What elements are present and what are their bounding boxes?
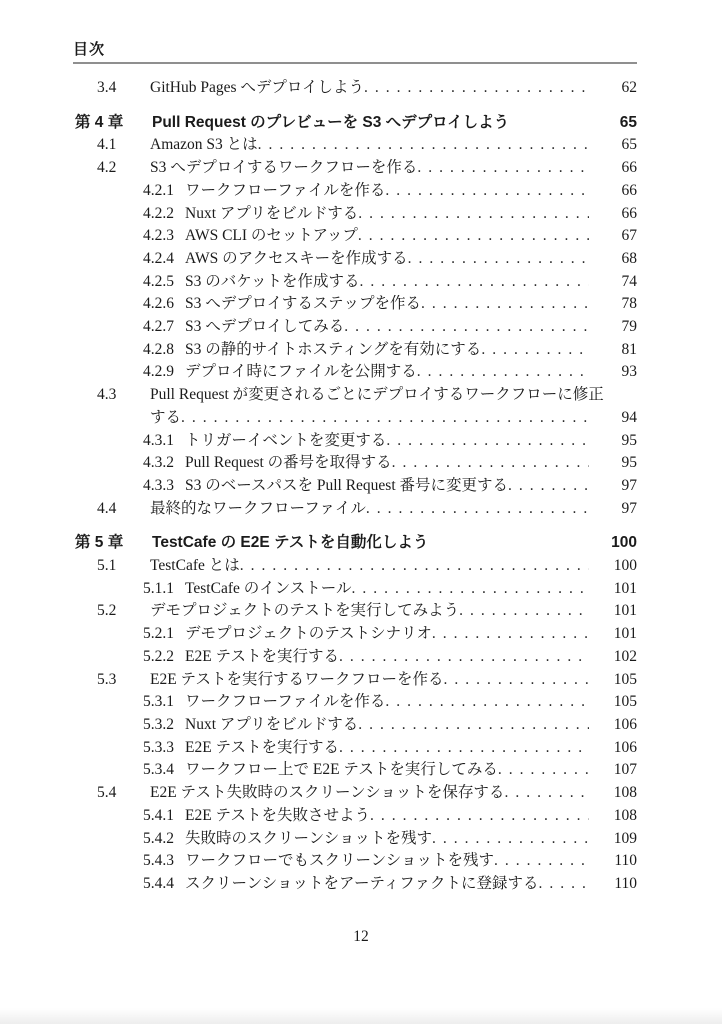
toc-dot-leader [498, 759, 589, 782]
toc-entry-page: 78 [621, 295, 637, 313]
toc-row [75, 407, 637, 430]
toc-row [75, 452, 637, 475]
toc-entry-page: 110 [614, 852, 637, 870]
toc-entry-title: 失敗時のスクリーンショットを残す [185, 829, 432, 847]
toc-dot-leader [339, 646, 589, 669]
toc-entry-title: Pull Request の番号を取得する [185, 454, 392, 472]
toc-row [75, 112, 637, 135]
toc-entry-number: 5.4.3 [143, 852, 174, 870]
toc-entry-number: 4.2.7 [143, 318, 174, 336]
toc-entry-page: 97 [621, 476, 637, 494]
toc-entry-page: 62 [621, 79, 637, 96]
toc-entry-page: 66 [621, 181, 637, 199]
toc-dot-leader [359, 271, 589, 294]
toc-entry-page: 106 [613, 738, 637, 756]
toc-entry-title: S3 の静的サイトホスティングを有効にする [185, 340, 482, 358]
toc-entry-number: 4.2.1 [143, 181, 174, 199]
toc-entry-title: E2E テストを実行する [185, 738, 339, 756]
toc-row [75, 248, 637, 271]
toc-entry-title: デモプロジェクトのテストを実行してみよう [150, 602, 460, 620]
toc-row [75, 225, 637, 248]
toc-entry-title: S3 へデプロイしてみる [185, 318, 345, 336]
toc-dot-leader [504, 782, 589, 805]
toc-entry-title: ワークフローでもスクリーンショットを残す [185, 852, 494, 870]
toc-entry-number: 4.3 [97, 386, 117, 404]
toc-dot-leader [240, 555, 589, 578]
toc-entry-number: 4.2.3 [143, 227, 174, 245]
toc-entry-number: 4.2 [97, 159, 117, 177]
page-bottom-shadow [0, 1008, 722, 1024]
toc-entry-number: 4.3.1 [143, 431, 174, 449]
toc-row [75, 384, 637, 407]
toc-dot-leader [358, 203, 589, 226]
toc-entry-page: 108 [613, 806, 637, 824]
toc-entry-title: TestCafe のインストール [185, 579, 352, 597]
toc-entry-title: Nuxt アプリをビルドする [185, 204, 359, 222]
toc-entry-number: 第 4 章 [75, 113, 124, 131]
toc-dot-leader [481, 339, 589, 362]
toc-entry-page: 101 [613, 579, 637, 597]
toc-row [75, 498, 637, 521]
toc-row [75, 203, 637, 226]
toc-entry-title: ワークフロー上で E2E テストを実行してみる [185, 761, 498, 779]
toc-entry-number: 5.3.4 [143, 761, 174, 779]
toc-entry-title: E2E テスト失敗時のスクリーンショットを保存する [150, 784, 505, 802]
toc-entry-page: 65 [621, 136, 637, 154]
toc-entry-page: 100 [613, 557, 637, 575]
toc-entry-page: 97 [621, 499, 637, 517]
toc-entry-number: 5.2.2 [143, 647, 174, 665]
toc-entry-title: TestCafe の E2E テストを自動化しよう [152, 534, 429, 552]
toc-entry-title: Pull Request が変更されるごとにデプロイするワークフローに修正 [150, 386, 604, 404]
toc-row [75, 430, 637, 453]
toc-entry-title: デモプロジェクトのテストシナリオ [185, 625, 432, 643]
toc-entry-title: S3 のバケットを作成する [185, 272, 360, 290]
toc-entry-number: 3.4 [97, 79, 117, 96]
page-title: 目次 [73, 41, 106, 58]
toc-row [75, 316, 637, 339]
toc-row [75, 782, 637, 805]
toc-entry-page: 93 [621, 363, 637, 381]
toc-entry-number: 4.4 [97, 499, 117, 517]
toc-row [75, 714, 637, 737]
toc-entry-title: ワークフローファイルを作る [185, 693, 386, 711]
toc-dot-leader [351, 578, 589, 601]
toc-entry-title: GitHub Pages へデプロイしよう [150, 79, 364, 96]
toc-entry-number: 5.4.1 [143, 806, 174, 824]
toc-entry-title: TestCafe とは [150, 557, 240, 575]
toc-entry-page: 66 [621, 159, 637, 177]
toc-entry-title: S3 のベースパスを Pull Request 番号に変更する [185, 476, 509, 494]
toc-row [75, 180, 637, 203]
toc-dot-leader [358, 714, 589, 737]
toc-entry-page: 105 [613, 693, 637, 711]
toc-entry-page: 66 [621, 204, 637, 222]
toc-list [75, 77, 637, 896]
toc-dot-leader [358, 225, 589, 248]
toc-entry-number: 5.3.3 [143, 738, 174, 756]
toc-dot-leader [417, 361, 589, 384]
toc-entry-page: 94 [621, 408, 637, 426]
toc-row [75, 850, 637, 873]
toc-entry-page: 74 [621, 272, 637, 290]
toc-entry-number: 4.3.3 [143, 476, 174, 494]
toc-entry-number: 第 5 章 [75, 534, 124, 552]
toc-row [75, 600, 637, 623]
toc-entry-title: デプロイ時にファイルを公開する [185, 363, 417, 381]
toc-entry-number: 5.4 [97, 784, 117, 802]
toc-dot-leader [339, 737, 589, 760]
toc-entry-number: 4.2.4 [143, 249, 174, 267]
toc-dot-leader [432, 623, 589, 646]
toc-entry-page: 109 [613, 829, 637, 847]
toc-entry-number: 4.2.2 [143, 204, 174, 222]
toc-entry-title: する [150, 408, 182, 426]
toc-row [75, 623, 637, 646]
toc-dot-leader [459, 600, 589, 623]
toc-dot-leader [386, 430, 589, 453]
toc-entry-page: 102 [613, 647, 637, 665]
toc-entry-title: Nuxt アプリをビルドする [185, 715, 359, 733]
toc-entry-title: S3 へデプロイするステップを作る [185, 295, 422, 313]
toc-dot-leader [364, 77, 589, 100]
toc-dot-leader [408, 248, 589, 271]
toc-entry-number: 4.1 [97, 136, 117, 154]
toc-row [75, 555, 637, 578]
toc-entry-number: 5.4.2 [143, 829, 174, 847]
toc-entry-page: 107 [613, 761, 637, 779]
toc-dot-leader [392, 452, 589, 475]
toc-row [75, 361, 637, 384]
toc-entry-title: トリガーイベントを変更する [185, 431, 387, 449]
toc-dot-leader [181, 407, 589, 430]
folio-page-number [0, 928, 722, 946]
toc-entry-page: 100 [611, 534, 637, 552]
toc-dot-leader [538, 873, 589, 896]
toc-entry-number: 5.2 [97, 602, 117, 620]
toc-entry-number: 4.2.6 [143, 295, 174, 313]
toc-entry-title: AWS のアクセスキーを作成する [185, 249, 408, 267]
toc-entry-page: 105 [613, 670, 637, 688]
toc-entry-title: Pull Request のプレビューを S3 へデプロイしよう [152, 113, 510, 131]
toc-entry-page: 67 [621, 227, 637, 245]
toc-row [75, 669, 637, 692]
toc-entry-number: 5.4.4 [143, 874, 174, 892]
toc-row [75, 134, 637, 157]
toc-entry-title: ワークフローファイルを作る [185, 181, 386, 199]
toc-dot-leader [385, 691, 589, 714]
toc-row [75, 578, 637, 601]
toc-row [75, 475, 637, 498]
toc-row [75, 77, 637, 100]
toc-entry-page: 68 [621, 249, 637, 267]
toc-entry-number: 4.2.9 [143, 363, 174, 381]
toc-entry-title: Amazon S3 とは [150, 136, 258, 154]
toc-row [75, 873, 637, 896]
toc-dot-leader [508, 475, 589, 498]
toc-entry-title: E2E テストを実行する [185, 647, 339, 665]
toc-entry-number: 4.2.5 [143, 272, 174, 290]
toc-dot-leader [421, 293, 589, 316]
toc-dot-leader [258, 134, 589, 157]
toc-entry-page: 95 [621, 431, 637, 449]
toc-entry-number: 4.3.2 [143, 454, 174, 472]
toc-entry-number: 5.3.1 [143, 693, 174, 711]
toc-row [75, 805, 637, 828]
toc-dot-leader [370, 805, 589, 828]
toc-entry-number: 5.3.2 [143, 715, 174, 733]
toc-row [75, 691, 637, 714]
toc-row [75, 532, 637, 555]
page-number-text: 12 [353, 928, 369, 945]
toc-entry-page: 110 [614, 874, 637, 892]
toc-dot-leader [366, 498, 589, 521]
toc-row [75, 293, 637, 316]
toc-entry-page: 95 [621, 454, 637, 472]
toc-entry-page: 106 [613, 715, 637, 733]
toc-entry-title: AWS CLI のセットアップ [185, 227, 358, 245]
toc-row [75, 737, 637, 760]
toc-row [75, 646, 637, 669]
toc-row [75, 271, 637, 294]
toc-entry-title: S3 へデプロイするワークフローを作る [150, 159, 418, 177]
toc-dot-leader [417, 157, 589, 180]
toc-row [75, 828, 637, 851]
toc-entry-number: 5.2.1 [143, 625, 174, 643]
toc-entry-title: E2E テストを実行するワークフローを作る [150, 670, 444, 688]
toc-entry-title: 最終的なワークフローファイル [150, 499, 366, 517]
toc-entry-page: 101 [613, 625, 637, 643]
toc-entry-number: 5.1 [97, 557, 117, 575]
toc-dot-leader [432, 828, 589, 851]
toc-entry-title: E2E テストを失敗させよう [185, 806, 370, 824]
toc-entry-page: 79 [621, 318, 637, 336]
toc-dot-leader [443, 669, 589, 692]
toc-entry-page: 65 [619, 113, 637, 131]
toc-row [75, 157, 637, 180]
toc-row [75, 339, 637, 362]
running-header [73, 38, 637, 64]
toc-entry-number: 5.1.1 [143, 579, 174, 597]
toc-dot-leader [385, 180, 589, 203]
toc-row [75, 759, 637, 782]
toc-dot-leader [494, 850, 589, 873]
toc-entry-number: 5.3 [97, 670, 117, 688]
toc-entry-page: 81 [621, 340, 637, 358]
toc-entry-number: 4.2.8 [143, 340, 174, 358]
toc-entry-title: スクリーンショットをアーティファクトに登録する [185, 874, 539, 892]
toc-dot-leader [344, 316, 589, 339]
toc-entry-page: 101 [613, 602, 637, 620]
toc-entry-page: 108 [613, 784, 637, 802]
